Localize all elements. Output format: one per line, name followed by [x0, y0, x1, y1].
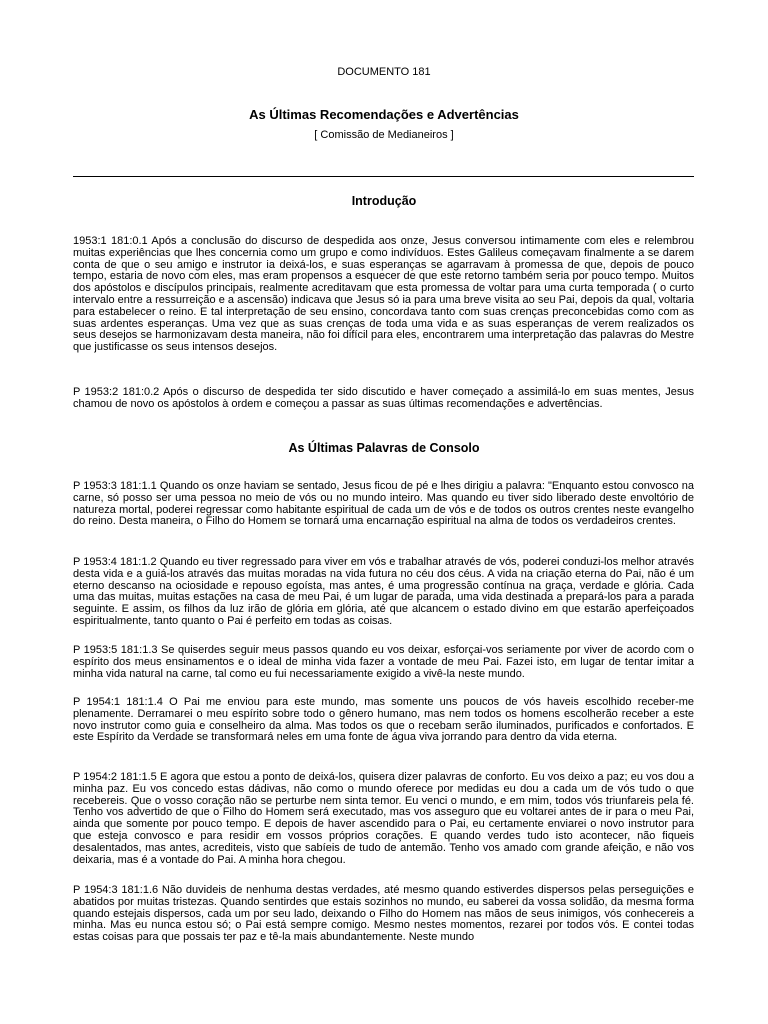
document-subtitle: [ Comissão de Medianeiros ]: [314, 129, 454, 141]
paragraph: P 1953:3 181:1.1 Quando os onze haviam se sentado, Jesus ficou de pé e lhes dirigiu a palavra: "Enquanto estou convosco na carne, só posso ser uma pessoa no meio de vós ou no mundo inteiro. Mas quando eu tiver sido liberado deste envoltório de natureza mortal, poderei regressar como habitante espiritual de cada um de vós e de todos os outros crentes neste evangelho do reino. Desta maneira, o Filho do Homem se tornará uma encarnação espiritual na alma de todos os verdadeiros crentes.: [73, 480, 694, 528]
section-heading-ultimas-palavras: As Últimas Palavras de Consolo: [288, 441, 480, 455]
document-number: DOCUMENTO 181: [337, 66, 431, 78]
document-title: As Últimas Recomendações e Advertências: [249, 107, 519, 122]
paragraph: P 1954:2 181:1.5 E agora que estou a ponto de deixá-los, quisera dizer palavras de conforto. Eu vos deixo a paz; eu vos dou a minha paz. Eu vos concedo estas dádivas, não como o mundo oferece por medidas eu dou a cada um de vós tudo o que recebereis. Que o vosso coração não se perturbe nem sinta temor. Eu venci o mundo, e em mim, todos vós triunfareis pela fé. Tenho vos advertido de que o Filho do Homem será executado, mas vos asseguro que eu voltarei antes de ir para o meu Pai, ainda que somente por pouco tempo. E depois de haver ascendido para o Pai, eu certamente enviarei o novo instrutor para que esteja convosco e para residir em vossos próprios corações. E quando verdes tudo isto acontecer, não fiqueis desalentados, mas antes, acrediteis, visto que sabíeis de tudo de antemão. Tenho vos amado com grande afeição, e não vos deixaria, mas é a vontade do Pai. A minha hora chegou.: [73, 771, 694, 866]
paragraph: P 1954:3 181:1.6 Não duvideis de nenhuma destas verdades, até mesmo quando estiverdes dispersos pelas perseguições e abatidos por muitas tristezas. Quando sentirdes que estais sozinhos no mundo, eu saberei da vossa solidão, da mesma forma quando estejais dispersos, cada um por seu lado, deixando o Filho do Homem nas mãos de seus inimigos, vós conhecereis a minha. Mas eu nunca estou só; o Pai está sempre comigo. Mesmo nestes momentos, rezarei por todos vós. E contei todas estas coisas para que possais ter paz e tê-la mais abundantemente. Neste mundo: [73, 884, 694, 944]
paragraph: P 1953:2 181:0.2 Após o discurso de despedida ter sido discutido e haver começado a assimilá-lo em suas mentes, Jesus chamou de novo os apóstolos à ordem e começou a passar as suas últimas recomendações e advertências.: [73, 386, 694, 410]
horizontal-divider: [73, 176, 694, 177]
paragraph: P 1953:4 181:1.2 Quando eu tiver regressado para viver em vós e trabalhar através de vós, poderei conduzi-los melhor através desta vida e a guiá-los através das muitas moradas na vida futura no céu dos céus. A vida na criação eterna do Pai, não é um eterno descanso na ociosidade e repouso egoísta, mas antes, é uma progressão contínua na graça, verdade e glória. Cada uma das muitas, muitas estações na casa de meu Pai, é um lugar de parada, uma vida destinada a prepará-los para a parada seguinte. E assim, os filhos da luz irão de glória em glória, até que alcancem o estado divino em que estarão aperfeiçoados espiritualmente, tanto quanto o Pai é perfeito em todas as coisas.: [73, 556, 694, 627]
paragraph: P 1953:5 181:1.3 Se quiserdes seguir meus passos quando eu vos deixar, esforçai-vos seriamente por viver de acordo com o espírito dos meus ensinamentos e o ideal de minha vida fazer a vontade de meu Pai. Fazei isto, em lugar de tentar imitar a minha vida natural na carne, tal como eu fui necessariamente exigido a vivê-la neste mundo.: [73, 644, 694, 680]
section-heading-introducao: Introdução: [351, 194, 417, 208]
paragraph: P 1954:1 181:1.4 O Pai me enviou para este mundo, mas somente uns poucos de vós haveis escolhido receber-me plenamente. Derramarei o meu espírito sobre todo o gênero humano, mas nem todos os homens escolherão receber a este novo instrutor como guia e conselheiro da alma. Mas todos os que o recebam serão iluminados, purificados e confortados. E este Espírito da Verdade se transformará neles em uma fonte de água viva jorrando para dentro da vida eterna.: [73, 696, 694, 744]
paragraph: 1953:1 181:0.1 Após a conclusão do discurso de despedida aos onze, Jesus conversou intimamente com eles e relembrou muitas experiências que lhes concernia como um grupo e como indivíduos. Estes Galileus começavam finalmente a se darem conta de que o seu amigo e instrutor ia deixá-los, e suas esperanças se agarravam à promessa de que, depois de pouco tempo, estaria de novo com eles, mas eram propensos a esquecer de que este retorno também seria por pouco tempo. Muitos dos apóstolos e discípulos principais, realmente acreditavam que esta promessa de voltar para uma curta temporada ( o curto intervalo entre a ressurreição e a ascensão) indicava que Jesus só ia para uma breve visita ao seu Pai, depois da qual, voltaria para estabelecer o reino. E tal interpretação de seu ensino, concordava tanto com suas crenças preconcebidas como com as suas ardentes esperanças. Uma vez que as suas crenças de toda uma vida e as suas esperanças de verem realizados os seus desejos se harmonizavam desta maneira, não foi difícil para eles, encontrarem uma interpretação das palavras do Mestre que justificasse os seus intensos desejos.: [73, 235, 694, 354]
